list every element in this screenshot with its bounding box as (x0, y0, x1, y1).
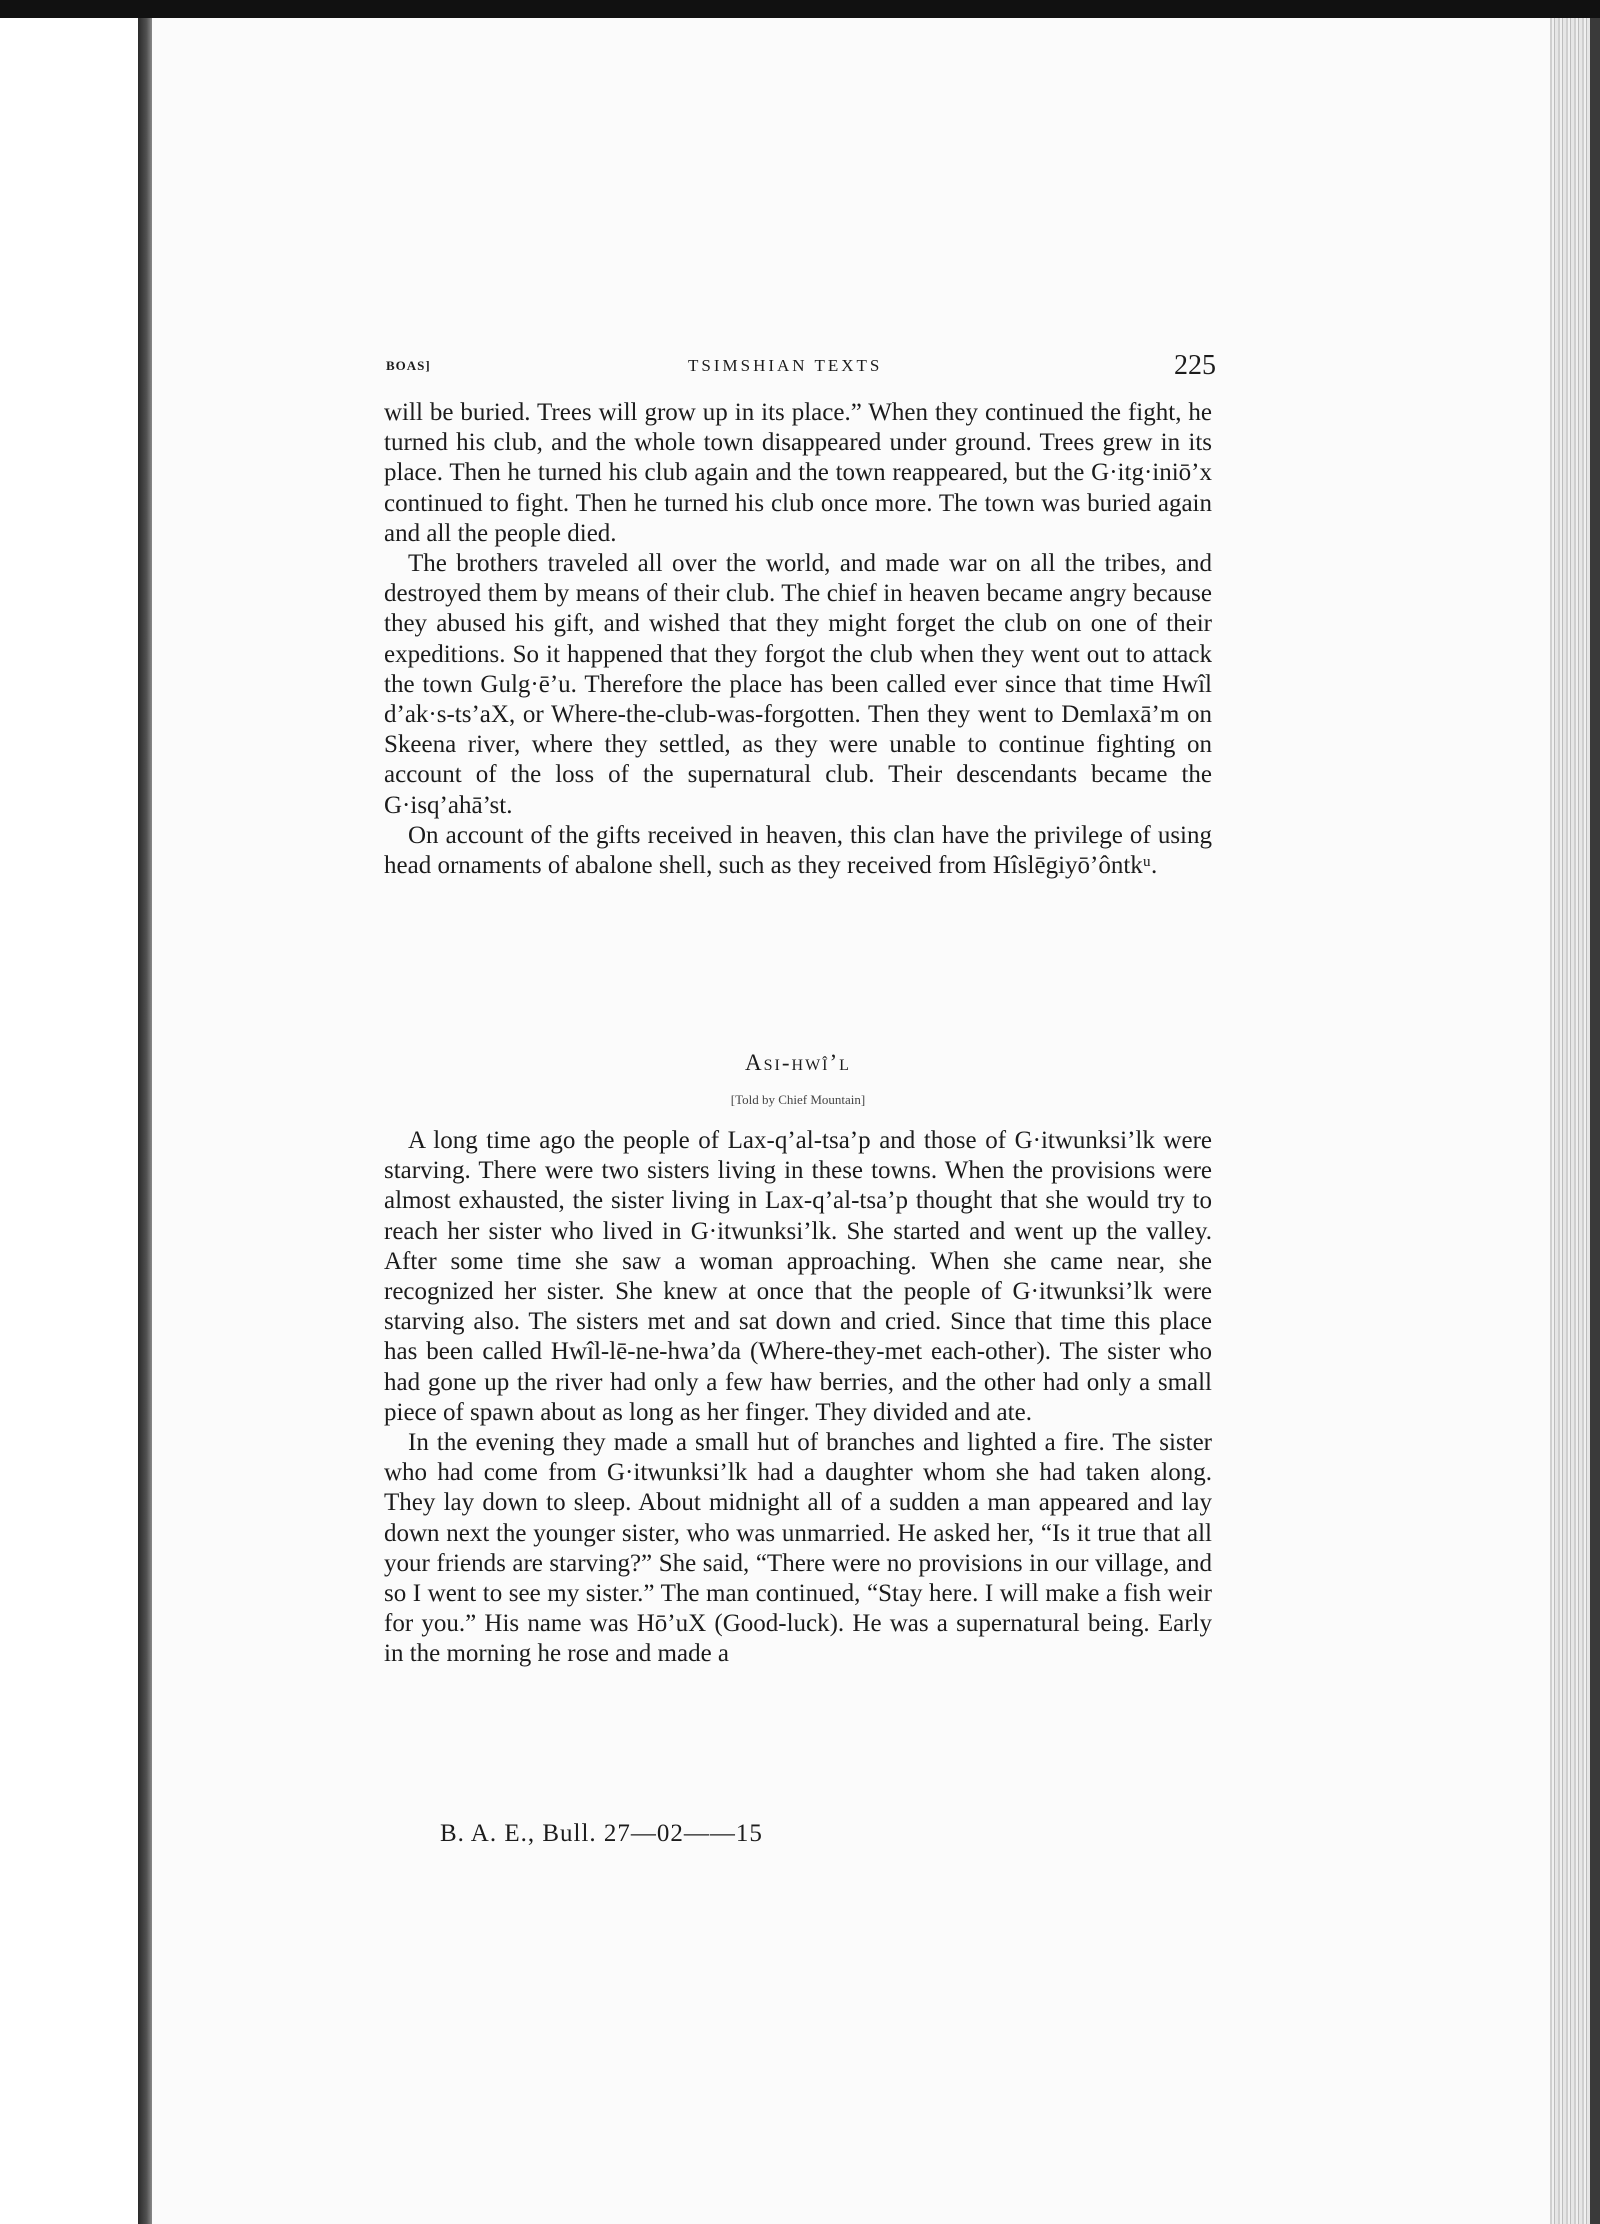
paragraph: will be buried. Trees will grow up in its place.” When they continued the fight, he turned his club, and the whole town disappeared under ground. Trees grew in its place. Then he turned his club again and the town reappeared, but the G·itg·iniō’x continued to fight. Then he turned his club once more. The town was buried again and all the people died. (384, 399, 1212, 547)
header-title: TSIMSHIAN TEXTS (688, 356, 883, 375)
story-title: Asi-hwî’l (745, 1050, 851, 1075)
book-page (152, 18, 1550, 2224)
header-author: BOAS] (386, 358, 431, 373)
page-number: 225 (1174, 350, 1216, 381)
paragraph: The brothers traveled all over the world, and made war on all the tribes, and destroyed them by means of their club. The chief in heaven became angry because they abused his gift, and wished that they might forget the club on one of their expeditions. So it happened that they forgot the club when they went out to attack the town Gulg·ē’u. Therefore the place has been called ever since that time Hwîl d’ak·s-ts’aX, or Where-the-club-was-forgotten. Then they went to Demlaxā’m on Skeena river, where they settled, as they were unable to continue fighting on account of the loss of the supernatural club. Their descendants became the G·isq’ahā’st. (384, 550, 1212, 819)
facing-page-margin (0, 18, 138, 2224)
signature-line: B. A. E., Bull. 27—02——15 (440, 1820, 763, 1847)
story-attribution: [Told by Chief Mountain] (730, 1092, 866, 1107)
book-spine (138, 18, 152, 2224)
page-edges (1550, 18, 1600, 2224)
paragraph: On account of the gifts received in heaven, this clan have the privilege of using head ornaments of abalone shell, such as they received from Hîslēgiyō’ôntkᵘ. (384, 821, 1212, 880)
paragraph: In the evening they made a small hut of branches and lighted a fire. The sister who had come from G·itwunksi’lk had a daughter whom she had taken along. They lay down to sleep. About midnight all of a sudden a man appeared and lay down next the younger sister, who was unmarried. He asked her, “Is it true that all your friends are starving?” She said, “There were no provisions in our village, and so I went to see my sister.” The man continued, “Stay here. I will make a fish weir for you.” His name was Hō’uX (Good-luck). He was a supernatural being. Early in the morning he rose and made a (384, 1429, 1212, 1668)
scan-top-border (0, 0, 1600, 18)
body-text-section-1 (384, 398, 1212, 881)
paragraph: A long time ago the people of Lax-q’al-tsa’p and those of G·itwunksi’lk were starving. There were two sisters living in these towns. When the provisions were almost exhausted, the sister living in Lax-q’al-tsa’p thought that she would try to reach her sister who lived in G·itwunksi’lk. She started and went up the valley. After some time she saw a woman approaching. When she came near, she recognized her sister. She knew at once that the people of G·itwunksi’lk were starving also. The sisters met and sat down and cried. Since that time this place has been called Hwîl-lē-ne-hwa’da (Where-they-met each-other). The sister who had gone up the river had only a few haw berries, and the other had only a small piece of spawn about as long as her finger. They divided and ate. (384, 1127, 1212, 1426)
body-text-section-2 (384, 1126, 1212, 1670)
running-header (386, 352, 1216, 392)
